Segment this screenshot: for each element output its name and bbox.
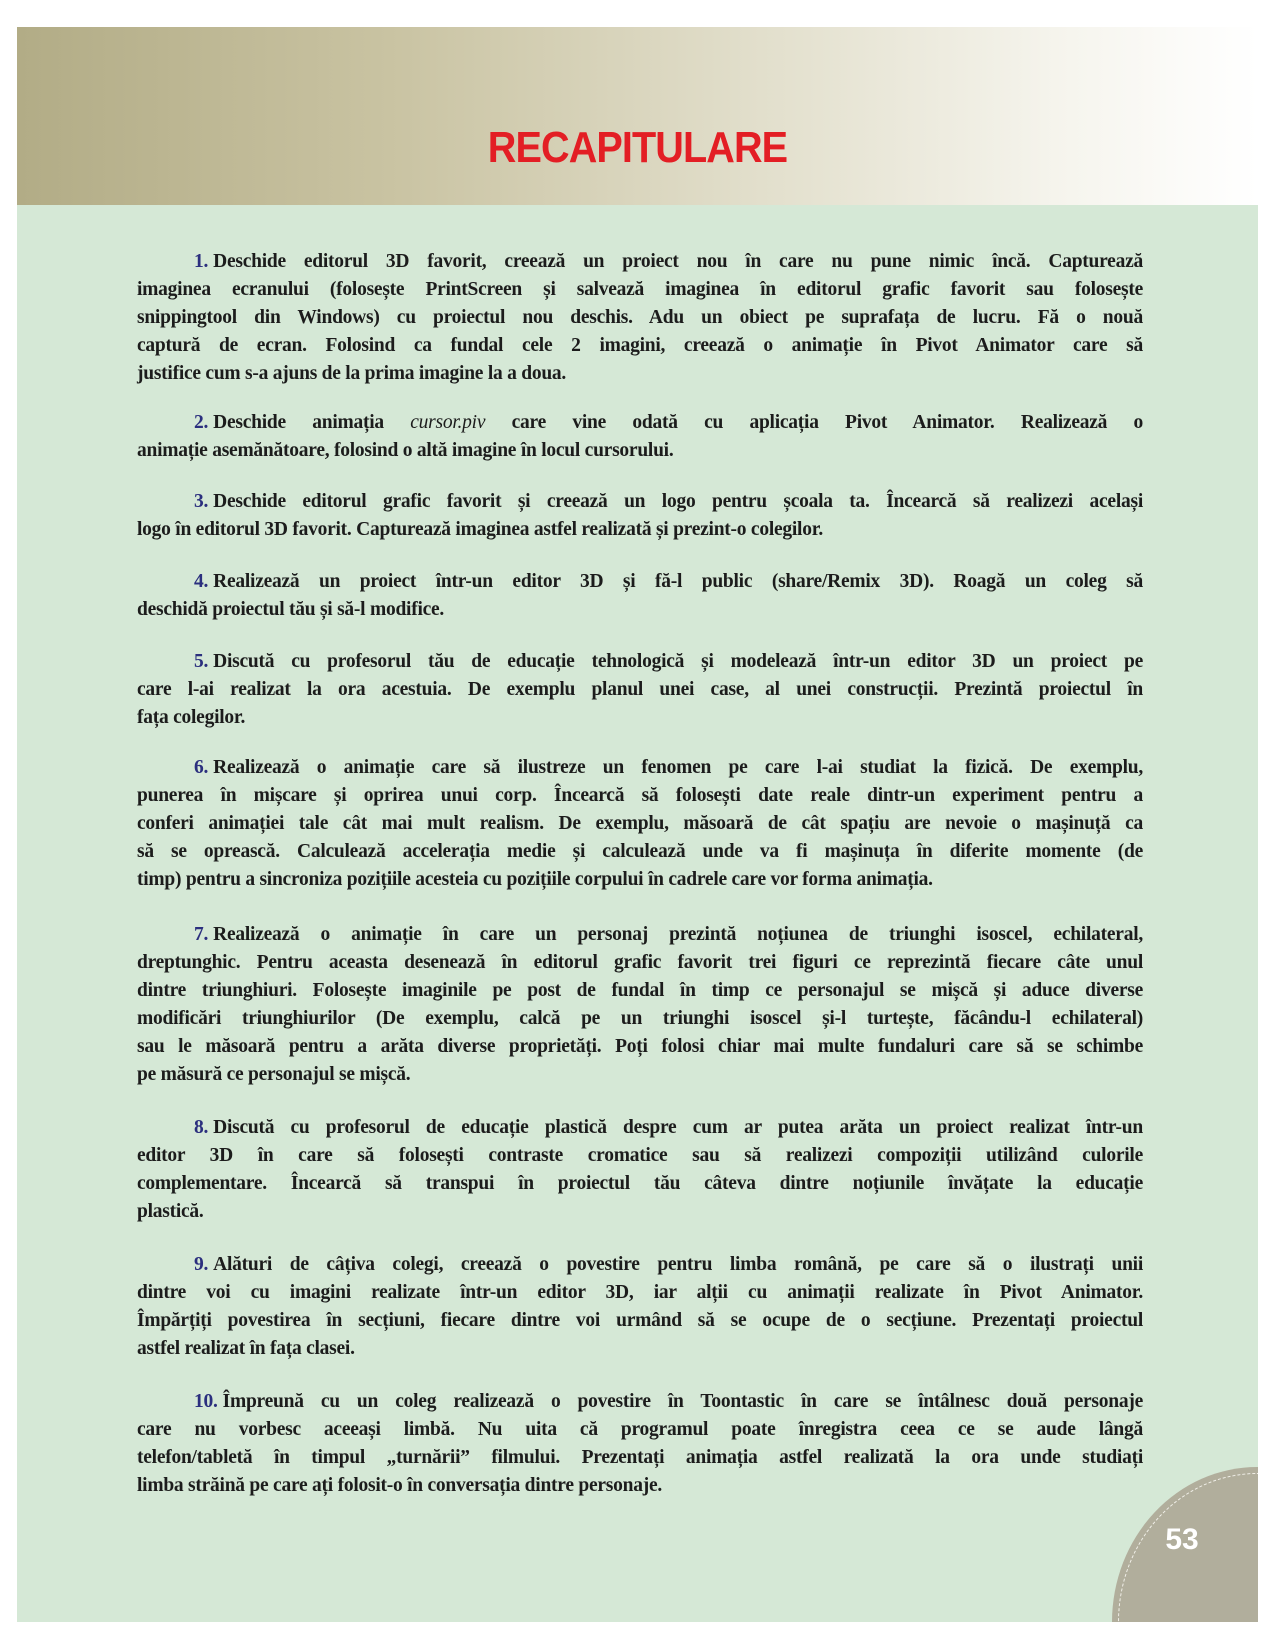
exercise-line — [137, 332, 1143, 360]
exercise-text: Împărțiți povestirea în secțiuni, fiecare dintre voi urmând să se ocupe de o secțiune. Prezentați proiectul — [137, 1310, 1143, 1331]
exercise-item — [137, 248, 1143, 388]
exercise-text: Discută cu profesorul tău de educație tehnologică și modelează într-un editor 3D un proiect pe — [213, 651, 1143, 672]
exercise-line — [137, 1307, 1143, 1335]
exercise-line — [137, 949, 1143, 977]
exercise-text: deschidă proiectul tău și să-l modifice. — [137, 599, 445, 620]
exercise-number: 3. — [194, 491, 209, 512]
exercise-line — [137, 866, 1143, 894]
exercise-text: Deschide animația — [213, 412, 384, 433]
exercise-item — [137, 568, 1143, 624]
exercise-text: astfel realizat în fața clasei. — [137, 1338, 355, 1359]
exercise-line — [137, 782, 1143, 810]
exercise-item — [137, 409, 1143, 465]
page-title: RECAPITULARE — [487, 123, 788, 172]
page-number: 53 — [1165, 1523, 1199, 1556]
exercise-line — [137, 1142, 1143, 1170]
exercise-line — [137, 1033, 1143, 1061]
exercise-number: 1. — [194, 251, 209, 272]
exercise-number: 2. — [194, 412, 209, 433]
exercise-text: Deschide editorul 3D favorit, creează un proiect nou în care nu pune nimic încă. Capturează — [213, 251, 1143, 272]
exercise-line — [137, 648, 1143, 676]
exercise-line — [137, 360, 1143, 388]
exercise-text: editor 3D în care să folosești contraste cromatice sau să realizezi compoziții utilizând culorile — [137, 1145, 1143, 1166]
exercise-text: să se oprească. Calculează accelerația medie și calculează unde va fi mașinuța în diferite momente (de — [137, 841, 1143, 862]
exercise-line — [137, 568, 1143, 596]
exercise-text: care l-ai realizat la ora acestuia. De exemplu planul unei case, al unei construcții. Prezintă proiectul în — [137, 679, 1143, 700]
exercise-line — [137, 1198, 1143, 1226]
exercise-text: pe măsură ce personajul se mișcă. — [137, 1064, 411, 1085]
exercise-text: dreptunghic. Pentru aceasta desenează în editorul grafic favorit trei figuri ce reprezintă fiecare câte unul — [137, 952, 1143, 973]
exercise-line — [137, 1114, 1143, 1142]
exercise-text: timp) pentru a sincroniza pozițiile acesteia cu pozițiile corpului în cadrele care vor forma animația. — [137, 869, 933, 890]
exercise-text: dintre triunghiuri. Folosește imaginile pe post de fundal în timp ce personajul se mișcă și aduce diverse — [137, 980, 1143, 1001]
exercise-line — [137, 1279, 1143, 1307]
exercise-number: 6. — [194, 757, 209, 778]
exercise-line — [137, 1416, 1143, 1444]
exercise-line — [137, 1005, 1143, 1033]
exercise-number: 5. — [194, 651, 209, 672]
exercise-item — [137, 1114, 1143, 1226]
exercise-text: fața colegilor. — [137, 707, 246, 728]
exercise-text: Alături de câțiva colegi, creează o povestire pentru limba română, pe care să o ilustrați unii — [213, 1254, 1143, 1275]
exercise-line — [137, 409, 1143, 437]
exercise-line — [137, 838, 1143, 866]
exercise-text: Realizează o animație care să ilustreze un fenomen pe care l-ai studiat la fizică. De exemplu, — [213, 757, 1143, 778]
exercise-text: snippingtool din Windows) cu proiectul nou deschis. Adu un obiect pe suprafața de lucru. Fă o nouă — [137, 307, 1143, 328]
exercise-text: Realizează o animație în care un personaj prezintă noțiunea de triunghi isoscel, echilateral, — [213, 924, 1143, 945]
exercise-number: 10. — [194, 1391, 218, 1412]
exercise-text: logo în editorul 3D favorit. Capturează imaginea astfel realizată și prezint-o colegilor. — [137, 519, 823, 540]
exercise-text: Realizează un proiect într-un editor 3D și fă-l public (share/Remix 3D). Roagă un coleg să — [213, 571, 1143, 592]
exercise-text: punerea în mișcare și oprirea unui corp. Încearcă să folosești date reale dintr-un experiment pentru a — [137, 785, 1143, 806]
exercise-line — [137, 1061, 1143, 1089]
exercise-text: dintre voi cu imagini realizate într-un editor 3D, iar alții cu animații realizate în Pivot Animator. — [137, 1282, 1143, 1303]
exercise-item — [137, 488, 1143, 544]
exercise-number: 4. — [194, 571, 209, 592]
exercise-line — [137, 1388, 1143, 1416]
header-banner — [17, 27, 1258, 205]
exercise-text: care nu vorbesc aceeași limbă. Nu uita că programul poate înregistra ceea ce se aude lângă — [137, 1419, 1143, 1440]
exercise-number: 8. — [194, 1117, 209, 1138]
exercise-text: animație asemănătoare, folosind o altă imagine în locul cursorului. — [137, 440, 674, 461]
exercise-line — [137, 977, 1143, 1005]
exercise-text: Împreună cu un coleg realizează o povestire în Toontastic în care se întâlnesc două personaje — [222, 1391, 1143, 1412]
exercise-line — [137, 754, 1143, 782]
exercise-line — [137, 704, 1143, 732]
exercise-item — [137, 921, 1143, 1089]
exercise-line — [137, 437, 1143, 465]
exercise-line — [137, 516, 1143, 544]
exercise-line — [137, 1444, 1143, 1472]
exercise-text: limba străină pe care ați folosit-o în conversația dintre personaje. — [137, 1475, 662, 1496]
exercise-text: imaginea ecranului (folosește PrintScreen și salvează imaginea în editorul grafic favorit sau folosește — [137, 279, 1143, 300]
exercise-text: conferi animației tale cât mai mult realism. De exemplu, măsoară de cât spațiu are nevoie o mașinuță ca — [137, 813, 1143, 834]
exercise-line — [137, 921, 1143, 949]
exercise-text: Deschide editorul grafic favorit și creează un logo pentru școala ta. Încearcă să realizezi același — [213, 491, 1143, 512]
exercise-line — [137, 1251, 1143, 1279]
exercise-text: plastică. — [137, 1201, 204, 1222]
exercise-line — [137, 596, 1143, 624]
exercise-line — [137, 810, 1143, 838]
exercise-text: justifice cum s-a ajuns de la prima imagine la a doua. — [137, 363, 567, 384]
exercise-line — [137, 676, 1143, 704]
exercise-text: Discută cu profesorul de educație plastică despre cum ar putea arăta un proiect realizat într-un — [213, 1117, 1143, 1138]
exercise-text: sau le măsoară pentru a arăta diverse proprietăți. Poți folosi chiar mai multe fundaluri care să se schimbe — [137, 1036, 1143, 1057]
exercise-item — [137, 754, 1143, 894]
exercise-item — [137, 1251, 1143, 1363]
exercise-text: captură de ecran. Folosind ca fundal cele 2 imagini, creează o animație în Pivot Animator care să — [137, 335, 1143, 356]
exercise-item — [137, 1388, 1143, 1500]
exercise-number: 7. — [194, 924, 209, 945]
exercise-number: 9. — [194, 1254, 209, 1275]
exercise-line — [137, 488, 1143, 516]
exercise-line — [137, 248, 1143, 276]
exercise-line — [137, 1472, 1143, 1500]
exercise-text: modificări triunghiurilor (De exemplu, calcă pe un triunghi isoscel și-l turtește, făcându-l echilateral) — [137, 1008, 1143, 1029]
exercise-text: complementare. Încearcă să transpui în proiectul tău câteva dintre noțiunile învățate la educație — [137, 1173, 1143, 1194]
exercise-line — [137, 276, 1143, 304]
exercise-line — [137, 1170, 1143, 1198]
exercise-text: care vine odată cu aplicația Pivot Animator. Realizează o — [511, 412, 1144, 433]
exercise-item — [137, 648, 1143, 732]
exercise-text: telefon/tabletă în timpul „turnării” filmului. Prezentați animația astfel realizată la ora unde studiați — [137, 1447, 1143, 1468]
file-name: cursor.piv — [410, 412, 486, 433]
exercise-line — [137, 304, 1143, 332]
exercise-line — [137, 1335, 1143, 1363]
